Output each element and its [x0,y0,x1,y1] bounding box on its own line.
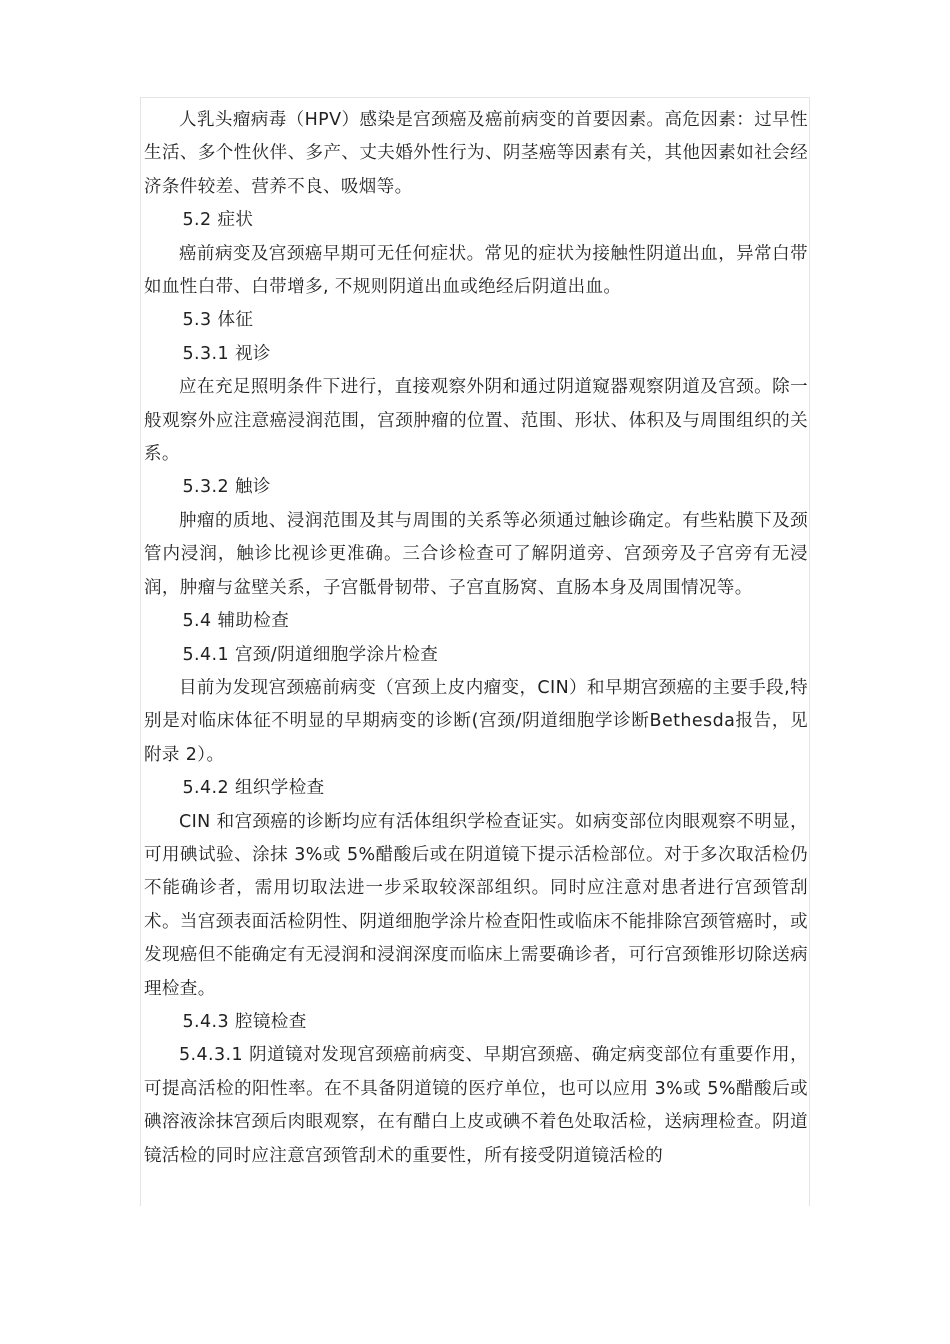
heading-5-4-auxiliary-exams: 5.4 辅助检查 [182,611,290,632]
paragraph-cytology: 目前为发现宫颈癌前病变（宫颈上皮内瘤变，CIN）和早期宫颈癌的主要手段,特别是对临床体征不明显的早期病变的诊断(宫颈/阴道细胞学诊断Bethesda报告，见附录 2）。 [144,677,808,765]
paragraph-colposcopy: 5.4.3.1 阴道镜对发现宫颈癌前病变、早期宫颈癌、确定病变部位有重要作用，可提高活检的阳性率。在不具备阴道镜的医疗单位，也可以应用 3%或 5%醋酸后或碘溶液涂抹宫颈后肉眼观察，在有醋白上皮或碘不着色处取活检，送病理检查。阴道镜活检的同时应注意宫颈管刮术的重要性，所有接受阴道镜活检的 [144,1045,808,1166]
heading-5-2-symptoms: 5.2 症状 [182,210,254,231]
paragraph-hpv-risk-factors: 人乳头瘤病毒（HPV）感染是宫颈癌及癌前病变的首要因素。高危因素：过早性生活、多个性伙伴、多产、丈夫婚外性行为、阴茎癌等因素有关，其他因素如社会经济条件较差、营养不良、吸烟等。 [144,110,808,197]
heading-5-4-2-histology: 5.4.2 组织学检查 [182,778,325,799]
paragraph-inspection: 应在充足照明条件下进行，直接观察外阴和通过阴道窥器观察阴道及宫颈。除一般观察外应注意癌浸润范围，宫颈肿瘤的位置、范围、形状、体积及与周围组织的关系。 [144,377,808,465]
paragraph-palpation: 肿瘤的质地、浸润范围及其与周围的关系等必须通过触诊确定。有些粘膜下及颈管内浸润，触诊比视诊更准确。三合诊检查可了解阴道旁、宫颈旁及子宫旁有无浸润，肿瘤与盆壁关系，子宫骶骨韧带、子宫直肠窝、直肠本身及周围情况等。 [144,510,808,598]
heading-5-4-1-cytology: 5.4.1 宫颈/阴道细胞学涂片检查 [182,644,439,665]
document-body [144,104,808,1173]
paragraph-histology: CIN 和宫颈癌的诊断均应有活体组织学检查证实。如病变部位肉眼观察不明显，可用碘试验、涂抹 3%或 5%醋酸后或在阴道镜下提示活检部位。对于多次取活检仍不能确诊者，需用切取法进一步采取较深部组织。同时应注意对患者进行宫颈管刮术。当宫颈表面活检阴性、阴道细胞学涂片检查阳性或临床不能排除宫颈管癌时，或发现癌但不能确定有无浸润和浸润深度而临床上需要确诊者，可行宫颈锥形切除送病理检查。 [144,811,808,999]
heading-5-3-2-palpation: 5.3.2 触诊 [182,477,271,498]
heading-5-4-3-endoscopy: 5.4.3 腔镜检查 [182,1011,307,1032]
heading-5-3-signs: 5.3 体征 [182,310,254,331]
heading-5-3-1-inspection: 5.3.1 视诊 [182,343,271,364]
paragraph-symptoms: 癌前病变及宫颈癌早期可无任何症状。常见的症状为接触性阴道出血，异常白带如血性白带、白带增多, 不规则阴道出血或绝经后阴道出血。 [144,243,808,298]
